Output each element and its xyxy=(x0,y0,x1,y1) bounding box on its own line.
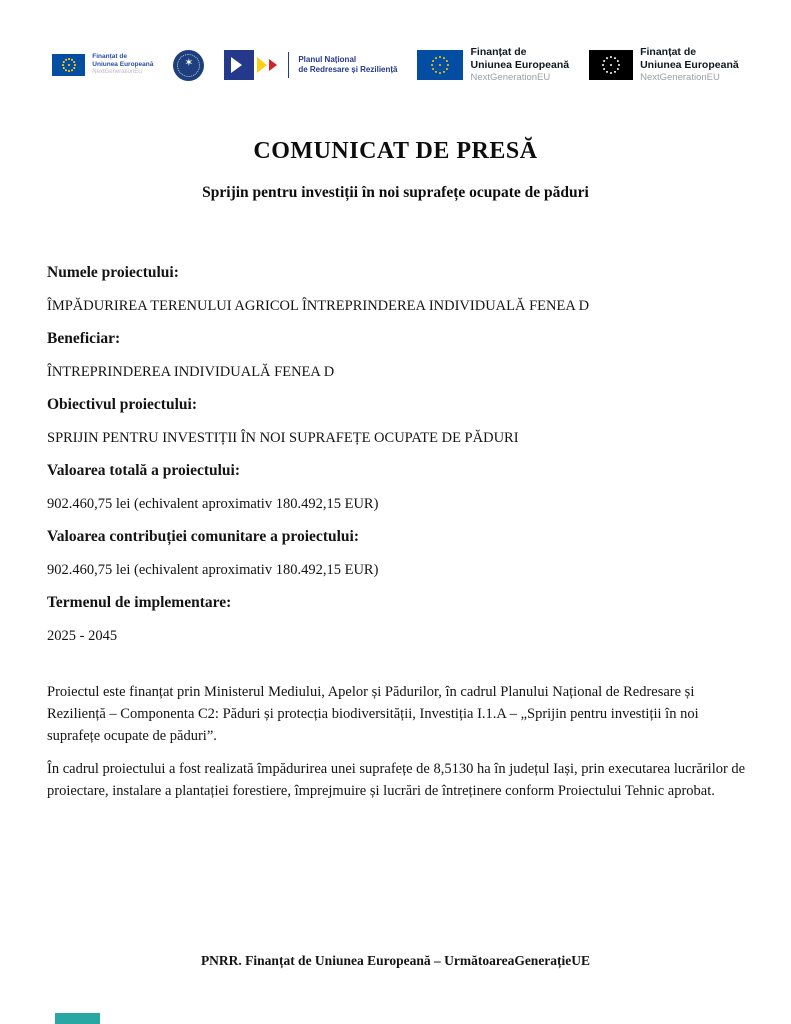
eu-funded-logo-text xyxy=(470,46,569,84)
footer-text: PNRR. Finanțat de Uniunea Europeană – UrmătoareaGenerațieUE xyxy=(200,953,591,968)
pnrr-red-triangle-icon xyxy=(269,59,277,71)
project-details xyxy=(47,263,747,659)
detail-value: 2025 - 2045 xyxy=(47,628,118,644)
logo-text-line: Finanțat de xyxy=(92,53,127,61)
eu-flag-black-icon xyxy=(589,50,633,80)
logo-text-line: Uniunea Europeană xyxy=(92,61,154,69)
detail-label: Obiectivul proiectului: xyxy=(47,396,197,413)
logo-text-line: NextGenerationEU xyxy=(640,72,720,84)
pnrr-arrow-icon xyxy=(224,50,254,80)
logo-text-line: de Redresare și Reziliență xyxy=(298,65,398,75)
page-footer xyxy=(0,953,791,969)
detail-value: 902.460,75 lei (echivalent aproximativ 180.492,15 EUR) xyxy=(47,496,379,512)
logo-text-line: Uniunea Europeană xyxy=(640,59,739,72)
detail-value: 902.460,75 lei (echivalent aproximativ 180.492,15 EUR) xyxy=(47,562,379,578)
detail-value: ÎMPĂDURIREA TERENULUI AGRICOL ÎNTREPRINDEREA INDIVIDUALĂ FENEA D xyxy=(47,298,590,314)
logo-text-line: Finanțat de xyxy=(640,46,697,58)
paragraph-funding: Proiectul este finanțat prin Ministerul Mediului, Apelor și Pădurilor, în cadrul Planului Național de Redresare și Reziliență – Componenta C2: Păduri și protecția biodiversității, Investiția I.1.A – „Sprijin pentru investiții în noi suprafețe ocupate de păduri”. xyxy=(47,684,699,744)
detail-label: Beneficiar: xyxy=(47,330,121,347)
eu-funded-logo-black-text xyxy=(640,46,739,84)
body-paragraphs xyxy=(47,681,747,813)
logo-text-line: NextGenerationEU xyxy=(470,72,551,84)
eu-flag-icon xyxy=(52,54,85,76)
coat-of-arms-eagle-glyph: ✶ xyxy=(184,55,194,69)
eu-funded-logo-small xyxy=(52,53,153,77)
page-subtitle: Sprijin pentru investiții în noi suprafețe ocupate de păduri xyxy=(202,184,589,201)
detail-label: Valoarea totală a proiectului: xyxy=(47,462,241,479)
pnrr-logo xyxy=(224,50,397,80)
pnrr-logo-text xyxy=(298,55,397,76)
logo-text-line: Uniunea Europeană xyxy=(470,59,570,72)
funding-logos-header xyxy=(0,46,791,84)
teal-corner-mark xyxy=(55,1013,100,1024)
logo-text-line: Planul Național xyxy=(298,54,357,64)
detail-value: SPRIJIN PENTRU INVESTIȚII ÎN NOI SUPRAFEȚE OCUPATE DE PĂDURI xyxy=(47,430,519,446)
romania-coat-of-arms-icon xyxy=(173,50,204,81)
logo-text-line: NextGenerationEU xyxy=(92,69,143,76)
pnrr-yellow-triangle-icon xyxy=(257,57,267,73)
detail-label: Valoarea contribuției comunitare a proiectului: xyxy=(47,528,359,545)
detail-label: Numele proiectului: xyxy=(47,264,179,281)
paragraph-project-description: În cadrul proiectului a fost realizată împădurirea unei suprafețe de 8,5130 ha în județul Iași, prin executarea lucrărilor de proiectare, instalare a plantației forestiere, împrejmuire și lucrări de întreținere conform Proiectului Tehnic aprobat. xyxy=(47,761,746,799)
eu-funded-logo-small-text xyxy=(92,53,153,77)
eu-flag-icon xyxy=(417,50,463,80)
detail-label: Termenul de implementare: xyxy=(47,594,232,611)
pnrr-divider xyxy=(288,52,289,78)
logo-text-line: Finanțat de xyxy=(470,46,527,58)
eu-funded-logo-black xyxy=(589,46,739,84)
eu-funded-logo xyxy=(417,46,569,84)
detail-value: ÎNTREPRINDEREA INDIVIDUALĂ FENEA D xyxy=(47,364,335,380)
page-title: COMUNICAT DE PRESĂ xyxy=(253,138,538,164)
